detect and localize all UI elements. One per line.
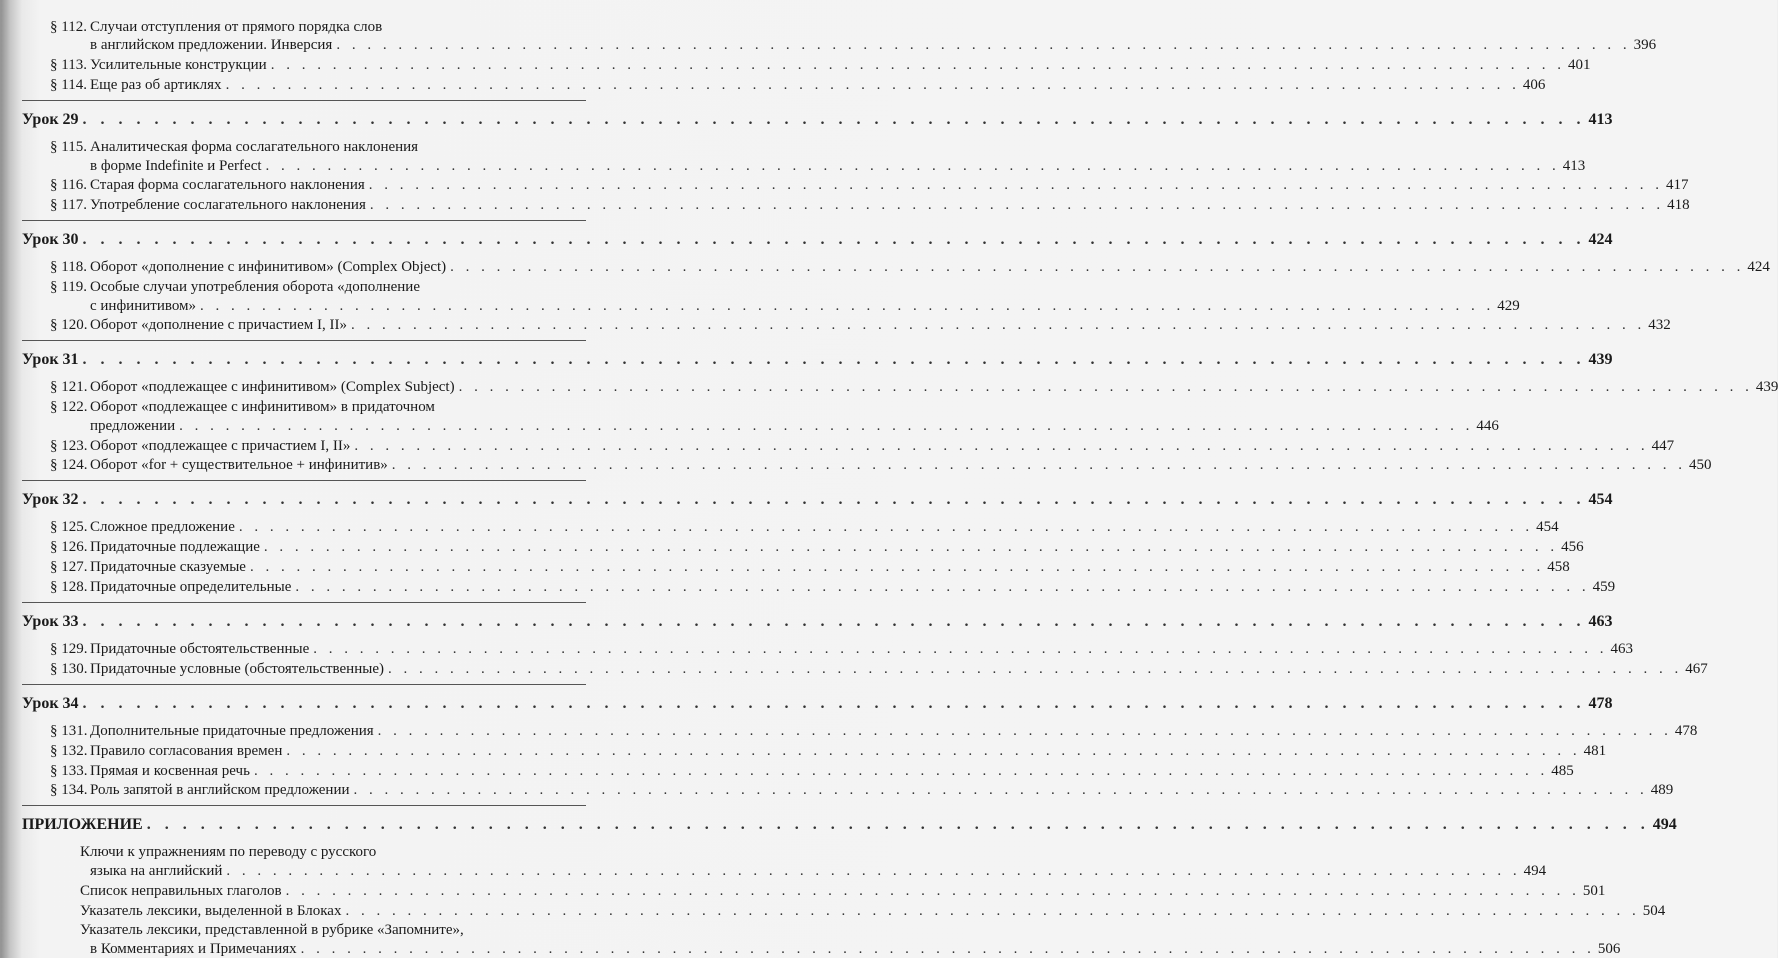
section-number: § 118. <box>50 259 87 276</box>
section-divider <box>22 220 586 221</box>
toc-entry-line <box>90 297 1520 315</box>
entry-title: в Комментариях и Примечаниях <box>90 940 297 957</box>
dot-leader: . . . . . . . . . . . . . . . . . . . . . . . . . . . . . . . . . . . . . . . . . . . . . . . . . . . . . . . . . . . . . . . . . . . . . . . . . . . . . . . . . . . . <box>377 722 1672 739</box>
page-number: 478 <box>1674 722 1698 739</box>
entry-title: Придаточные определительные <box>90 579 292 595</box>
section-number: § 128. <box>50 579 88 595</box>
toc-entry-line <box>50 762 1574 780</box>
section-number: § 115. <box>50 139 87 156</box>
section-number: § 116. <box>50 177 87 194</box>
toc-entry-line <box>80 843 586 861</box>
toc-entry-line <box>80 921 586 939</box>
lesson-title: Урок 34 <box>22 694 79 712</box>
dot-leader: . . . . . . . . . . . . . . . . . . . . . . . . . . . . . . . . . . . . . . . . . . . . . . . . . . . . . . . . . . . . . . . . . . . . . . . . . . . . . . . . . . . . <box>313 640 1608 657</box>
page-number: 456 <box>1561 539 1584 556</box>
dot-leader: . . . . . . . . . . . . . . . . . . . . . . . . . . . . . . . . . . . . . . . . . . . . . . . . . . . . . . . . . . . . . . . . . . . . . . . . . . . . . . . . . . . . <box>285 882 1580 899</box>
toc-entry-line <box>80 902 1666 920</box>
page-number: 413 <box>1588 111 1613 129</box>
entry-title: Правило согласования времен <box>90 742 283 759</box>
section-number: § 131. <box>50 722 88 739</box>
entry-title: с инфинитивом» <box>90 297 197 314</box>
section-number: § 125. <box>50 519 88 536</box>
toc-entry-line <box>90 157 1586 175</box>
toc-entry-line <box>50 781 1674 799</box>
page-number: 447 <box>1651 437 1675 454</box>
section-divider <box>22 684 586 685</box>
dot-leader: . . . . . . . . . . . . . . . . . . . . . . . . . . . . . . . . . . . . . . . . . . . . . . . . . . . . . . . . . . . . . . . . . . . . . . . . . . . . . . . . . . . . <box>270 57 1565 74</box>
toc-lesson-line <box>22 815 1677 835</box>
page-number: 401 <box>1567 57 1591 74</box>
section-number: § 112. <box>50 19 87 35</box>
dot-leader: . . . . . . . . . . . . . . . . . . . . . . . . . . . . . . . . . . . . . . . . . . . . . . . . . . . . . . . . . . . . . . . . . . . . . . . . . . . . . . . . . . . . <box>350 317 1646 334</box>
dot-leader: . . . . . . . . . . . . . . . . . . . . . . . . . . . . . . . . . . . . . . . . . . . . . . . . . . . . . . . . . . . . . . . . . . . . . . . . . . . . . . . . . . . . <box>286 742 1581 759</box>
page-number: 506 <box>1597 940 1621 957</box>
dot-leader: . . . . . . . . . . . . . . . . . . . . . . . . . . . . . . . . . . . . . . . . . . . . . . . . . . . . . . . . . . . . . . . . . . . . . . . . . . . . . . . . . . . . <box>253 762 1549 779</box>
dot-leader: . . . . . . . . . . . . . . . . . . . . . . . . . . . . . . . . . . . . . . . . . . . . . . . . . . . . . . . . . . . . . . . . . . . . . . . . . . . . . . . . . . . . <box>387 660 1683 677</box>
section-divider <box>22 340 586 341</box>
section-number: § 120. <box>50 317 88 334</box>
section-divider <box>22 100 586 101</box>
dot-leader: . . . . . . . . . . . . . . . . . . . . . . . . . . . . . . . . . . . . . . . . . . . . . . . . . . . . . . . . . . . . . . . . . . . . . . . . . . . . . . . . . . . . <box>345 902 1640 919</box>
entry-title: Случаи отступления от прямого порядка слов <box>90 19 383 35</box>
dot-leader: . . . . . . . . . . . . . . . . . . . . . . . . . . . . . . . . . . . . . . . . . . . . . . . . . . . . . . . . . . . . . . . . . . . . . . . . . . . . . . . . . . . . <box>82 351 1586 369</box>
entry-title: Указатель лексики, представленной в рубрике «Запомните», <box>80 922 464 939</box>
toc-entry-line <box>50 196 1690 214</box>
dot-leader: . . . . . . . . . . . . . . . . . . . . . . . . . . . . . . . . . . . . . . . . . . . . . . . . . . . . . . . . . . . . . . . . . . . . . . . . . . . . . . . . . . . . <box>336 37 1631 54</box>
section-number: § 113. <box>50 57 87 74</box>
entry-title: Старая форма сослагательного наклонения <box>90 177 365 194</box>
entry-title: Дополнительные придаточные предложения <box>90 722 374 739</box>
dot-leader: . . . . . . . . . . . . . . . . . . . . . . . . . . . . . . . . . . . . . . . . . . . . . . . . . . . . . . . . . . . . . . . . . . . . . . . . . . . . . . . . . . . . <box>368 177 1663 194</box>
dot-leader: . . . . . . . . . . . . . . . . . . . . . . . . . . . . . . . . . . . . . . . . . . . . . . . . . . . . . . . . . . . . . . . . . . . . . . . . . . . . . . . . . . . . <box>450 259 1745 276</box>
lesson-title: Урок 29 <box>22 111 79 129</box>
entry-title: Список неправильных глаголов <box>80 882 282 899</box>
page-number: 439 <box>1588 351 1613 369</box>
page-number: 463 <box>1610 640 1633 657</box>
page-number: 424 <box>1588 231 1613 249</box>
page-number: 454 <box>1588 491 1613 509</box>
entry-title: Особые случаи употребления оборота «дополнение <box>90 279 420 296</box>
toc-entry-line <box>50 456 1712 474</box>
section-number: § 114. <box>50 77 87 94</box>
page-number: 429 <box>1497 297 1520 314</box>
toc-entry-line <box>50 18 586 36</box>
toc-entry-line <box>50 316 1671 334</box>
section-divider <box>22 602 586 603</box>
page-number: 489 <box>1650 782 1674 799</box>
dot-leader: . . . . . . . . . . . . . . . . . . . . . . . . . . . . . . . . . . . . . . . . . . . . . . . . . . . . . . . . . . . . . . . . . . . . . . . . . . . . . . . . . . . . <box>200 297 1495 314</box>
toc-entry-line <box>90 36 1657 54</box>
dot-leader: . . . . . . . . . . . . . . . . . . . . . . . . . . . . . . . . . . . . . . . . . . . . . . . . . . . . . . . . . . . . . . . . . . . . . . . . . . . . . . . . . . . . <box>249 559 1545 576</box>
section-number: § 134. <box>50 782 88 799</box>
dot-leader: . . . . . . . . . . . . . . . . . . . . . . . . . . . . . . . . . . . . . . . . . . . . . . . . . . . . . . . . . . . . . . . . . . . . . . . . . . . . . . . . . . . . <box>263 539 1559 556</box>
dot-leader: . . . . . . . . . . . . . . . . . . . . . . . . . . . . . . . . . . . . . . . . . . . . . . . . . . . . . . . . . . . . . . . . . . . . . . . . . . . . . . . . . . . . <box>238 519 1534 536</box>
toc-entry-line <box>50 640 1633 658</box>
entry-title: Оборот «for + существительное + инфинитив» <box>90 457 388 474</box>
dot-leader: . . . . . . . . . . . . . . . . . . . . . . . . . . . . . . . . . . . . . . . . . . . . . . . . . . . . . . . . . . . . . . . . . . . . . . . . . . . . . . . . . . . . <box>179 417 1474 434</box>
page-number: 406 <box>1522 77 1546 94</box>
toc-entry-line <box>50 56 1591 74</box>
page-number: 481 <box>1583 742 1607 759</box>
toc-entry-line <box>50 138 586 156</box>
dot-leader: . . . . . . . . . . . . . . . . . . . . . . . . . . . . . . . . . . . . . . . . . . . . . . . . . . . . . . . . . . . . . . . . . . . . . . . . . . . . . . . . . . . . <box>353 782 1648 799</box>
entry-title: Ключи к упражнениям по переводу с русского <box>80 844 377 861</box>
section-number: § 117. <box>50 197 87 214</box>
entry-title: Придаточные условные (обстоятельственные) <box>90 660 384 677</box>
section-number: § 130. <box>50 660 88 677</box>
section-number: § 123. <box>50 437 88 454</box>
section-number: § 132. <box>50 742 88 759</box>
toc-entry-line <box>50 278 586 296</box>
toc-entry-line <box>50 722 1698 740</box>
toc-entry-line <box>50 437 1675 455</box>
toc-entry-line <box>90 862 1547 880</box>
dot-leader: . . . . . . . . . . . . . . . . . . . . . . . . . . . . . . . . . . . . . . . . . . . . . . . . . . . . . . . . . . . . . . . . . . . . . . . . . . . . . . . . . . . . <box>391 457 1687 474</box>
toc-entry-line <box>50 558 1570 576</box>
entry-title: предложении <box>90 417 176 434</box>
lesson-title: ПРИЛОЖЕНИЕ <box>22 816 143 834</box>
lesson-title: Урок 33 <box>22 612 79 630</box>
dot-leader: . . . . . . . . . . . . . . . . . . . . . . . . . . . . . . . . . . . . . . . . . . . . . . . . . . . . . . . . . . . . . . . . . . . . . . . . . . . . . . . . . . . . <box>82 694 1586 712</box>
page-number: 417 <box>1666 177 1689 194</box>
toc-entry-line <box>90 417 1499 435</box>
entry-title: Оборот «дополнение с причастием I, II» <box>90 317 347 334</box>
entry-title: Прямая и косвенная речь <box>90 762 250 779</box>
page-number: 413 <box>1562 157 1586 174</box>
page-number: 424 <box>1747 259 1770 276</box>
page-number: 467 <box>1685 660 1708 677</box>
toc-entry-line <box>50 660 1708 678</box>
page-number: 439 <box>1755 379 1778 396</box>
section-number: § 121. <box>50 379 88 396</box>
dot-leader: . . . . . . . . . . . . . . . . . . . . . . . . . . . . . . . . . . . . . . . . . . . . . . . . . . . . . . . . . . . . . . . . . . . . . . . . . . . . . . . . . . . . <box>226 862 1521 879</box>
entry-title: в форме Indefinite и Perfect <box>90 157 262 174</box>
dot-leader: . . . . . . . . . . . . . . . . . . . . . . . . . . . . . . . . . . . . . . . . . . . . . . . . . . . . . . . . . . . . . . . . . . . . . . . . . . . . . . . . . . . . <box>82 491 1586 509</box>
toc-lesson-line <box>22 350 1613 370</box>
toc-lesson-line <box>22 490 1613 510</box>
page-number: 454 <box>1536 519 1559 536</box>
dot-leader: . . . . . . . . . . . . . . . . . . . . . . . . . . . . . . . . . . . . . . . . . . . . . . . . . . . . . . . . . . . . . . . . . . . . . . . . . . . . . . . . . . . . <box>82 111 1586 129</box>
page-number: 485 <box>1551 762 1574 779</box>
section-divider <box>22 480 586 481</box>
entry-title: в английском предложении. Инверсия <box>90 37 333 54</box>
page-number: 478 <box>1588 694 1613 712</box>
entry-title: Роль запятой в английском предложении <box>90 782 350 799</box>
page-number: 494 <box>1523 862 1547 879</box>
entry-title: Придаточные обстоятельственные <box>90 640 310 657</box>
entry-title: Придаточные сказуемые <box>90 559 246 576</box>
dot-leader: . . . . . . . . . . . . . . . . . . . . . . . . . . . . . . . . . . . . . . . . . . . . . . . . . . . . . . . . . . . . . . . . . . . . . . . . . . . . . . . . . . . . <box>146 816 1650 834</box>
dot-leader: . . . . . . . . . . . . . . . . . . . . . . . . . . . . . . . . . . . . . . . . . . . . . . . . . . . . . . . . . . . . . . . . . . . . . . . . . . . . . . . . . . . . <box>354 437 1649 454</box>
lesson-title: Урок 32 <box>22 491 79 509</box>
toc-entry-line <box>50 258 1770 276</box>
toc-entry-line <box>50 578 1616 596</box>
dot-leader: . . . . . . . . . . . . . . . . . . . . . . . . . . . . . . . . . . . . . . . . . . . . . . . . . . . . . . . . . . . . . . . . . . . . . . . . . . . . . . . . . . . . <box>82 612 1586 630</box>
page-number: 504 <box>1642 902 1666 919</box>
toc-lesson-line <box>22 694 1613 714</box>
entry-title: Оборот «подлежащее с инфинитивом» (Complex Subject) <box>90 379 455 396</box>
section-number: § 122. <box>50 399 88 416</box>
entry-title: Указатель лексики, выделенной в Блоках <box>80 902 342 919</box>
page-number: 501 <box>1582 882 1606 899</box>
page-number: 459 <box>1592 579 1616 595</box>
toc-lesson-line <box>22 230 1613 250</box>
toc-entry-line <box>50 76 1546 94</box>
dot-leader: . . . . . . . . . . . . . . . . . . . . . . . . . . . . . . . . . . . . . . . . . . . . . . . . . . . . . . . . . . . . . . . . . . . . . . . . . . . . . . . . . . . . <box>265 157 1560 174</box>
toc-lesson-line <box>22 612 1613 632</box>
entry-title: Еще раз об артиклях <box>90 77 222 94</box>
toc-lesson-line <box>22 110 1613 130</box>
dot-leader: . . . . . . . . . . . . . . . . . . . . . . . . . . . . . . . . . . . . . . . . . . . . . . . . . . . . . . . . . . . . . . . . . . . . . . . . . . . . . . . . . . . . <box>82 231 1586 249</box>
section-number: § 126. <box>50 539 88 556</box>
dot-leader: . . . . . . . . . . . . . . . . . . . . . . . . . . . . . . . . . . . . . . . . . . . . . . . . . . . . . . . . . . . . . . . . . . . . . . . . . . . . . . . . . . . . <box>369 197 1665 214</box>
toc-entry-line <box>80 882 1606 900</box>
entry-title: Оборот «подлежащее с причастием I, II» <box>90 437 351 454</box>
section-number: § 133. <box>50 762 88 779</box>
entry-title: Придаточные подлежащие <box>90 539 260 556</box>
toc-entry-line <box>50 742 1607 760</box>
toc-entry-line <box>50 398 586 416</box>
toc-entry-line <box>50 176 1689 194</box>
page-number: 396 <box>1633 37 1657 54</box>
entry-title: языка на английский <box>90 862 223 879</box>
lesson-title: Урок 30 <box>22 231 79 249</box>
entry-title: Оборот «подлежащее с инфинитивом» в придаточном <box>90 399 435 416</box>
entry-title: Усилительные конструкции <box>90 57 267 74</box>
page-number: 418 <box>1667 197 1690 214</box>
toc-entry-line <box>50 518 1559 536</box>
toc-entry-line <box>50 538 1584 556</box>
dot-leader: . . . . . . . . . . . . . . . . . . . . . . . . . . . . . . . . . . . . . . . . . . . . . . . . . . . . . . . . . . . . . . . . . . . . . . . . . . . . . . . . . . . . <box>225 77 1520 94</box>
page-number: 446 <box>1476 417 1499 434</box>
entry-title: Употребление сослагательного наклонения <box>90 197 366 214</box>
section-number: § 127. <box>50 559 88 576</box>
dot-leader: . . . . . . . . . . . . . . . . . . . . . . . . . . . . . . . . . . . . . . . . . . . . . . . . . . . . . . . . . . . . . . . . . . . . . . . . . . . . . . . . . . . . <box>295 579 1590 595</box>
lesson-title: Урок 31 <box>22 351 79 369</box>
page-number: 450 <box>1689 457 1712 474</box>
section-number: § 124. <box>50 457 88 474</box>
page-number: 432 <box>1648 317 1671 334</box>
entry-title: Сложное предложение <box>90 519 235 536</box>
section-number: § 119. <box>50 279 87 296</box>
entry-title: Аналитическая форма сослагательного наклонения <box>90 139 419 156</box>
toc-entry-line <box>90 940 1621 958</box>
page-number: 463 <box>1588 612 1613 630</box>
section-divider <box>22 805 586 806</box>
page-number: 458 <box>1547 559 1570 576</box>
section-number: § 129. <box>50 640 88 657</box>
entry-title: Оборот «дополнение с инфинитивом» (Complex Object) <box>90 259 447 276</box>
dot-leader: . . . . . . . . . . . . . . . . . . . . . . . . . . . . . . . . . . . . . . . . . . . . . . . . . . . . . . . . . . . . . . . . . . . . . . . . . . . . . . . . . . . . <box>458 379 1753 396</box>
dot-leader: . . . . . . . . . . . . . . . . . . . . . . . . . . . . . . . . . . . . . . . . . . . . . . . . . . . . . . . . . . . . . . . . . . . . . . . . . . . . . . . . . . . . <box>300 940 1595 957</box>
page-number: 494 <box>1652 816 1677 834</box>
toc-entry-line <box>50 378 1778 396</box>
